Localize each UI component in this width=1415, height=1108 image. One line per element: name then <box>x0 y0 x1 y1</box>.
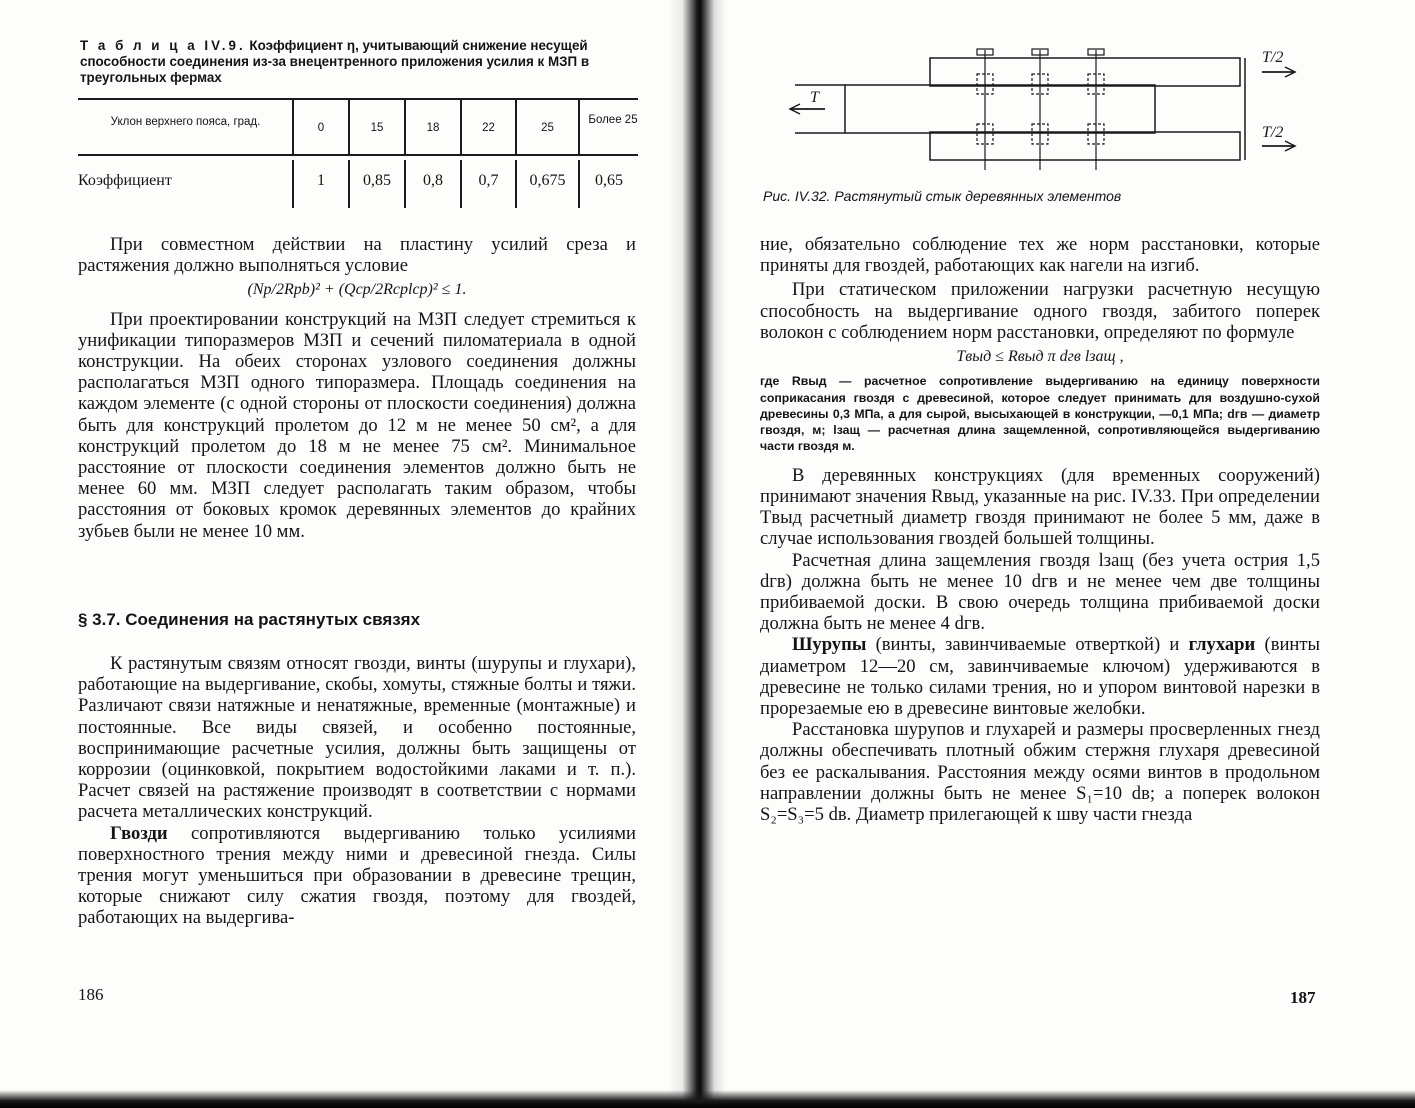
table-header-cell: Более 25 <box>588 114 638 126</box>
force-label-bottom: T/2 <box>1262 124 1284 141</box>
table-mid-rule <box>78 154 638 156</box>
paragraph: В деревянных конструкциях (для временных сооружений) принимают значения Rвыд, указанные на рис. IV.33. При определении Tвыд расчетный диаметр гвоздя принимают не более 5 мм, даже в случае использования гвоздей большей толщины. <box>760 464 1320 550</box>
table-header-cell: 25 <box>541 122 554 134</box>
table-value-cell: 0,65 <box>595 172 623 189</box>
right-page <box>700 0 1415 1108</box>
force-label-top: T/2 <box>1262 49 1284 66</box>
bold-term: Шурупы <box>792 634 867 656</box>
bold-term: Гвозди <box>110 822 168 844</box>
bold-term: глухари <box>1188 634 1256 656</box>
table-value-cell: 0,8 <box>423 172 443 189</box>
page-number: 187 <box>1290 988 1316 1007</box>
table-header-cell: 22 <box>482 122 495 134</box>
formula: Tвыд ≤ Rвыд π dгв lзащ , <box>956 348 1124 366</box>
left-text-block-2 <box>78 653 636 929</box>
paragraph: При статическом приложении нагрузки расчетную несущую способность на выдергивание одного гвоздя, забитого поперек волокон с соблюдением норм расстановки, определяют по формуле <box>760 279 1320 343</box>
paragraph: Расстановка шурупов и глухарей и размеры просверленных гнезд должны обеспечивать плотный обжим стержня глухаря древесиной без ее раскалывания. Расстояния между осями винтов в продольном направлении должны быть не менее S₁=10 dв; а поперек волокон S₂=S₃=5 dв. Диаметр прилегающей к шву части гнезда <box>760 719 1320 825</box>
paragraph: К растянутым связям относят гвозди, винты (шурупы и глухари), работающие на выдергивание, скобы, хомуты, стяжные болты и тяжи. Различают связи натяжные и ненатяжные, временные (монтажные) и постоянные. Все виды связей, и особенно постоянные, воспринимающие расчетные усилия, должны быть защищены от коррозии (оцинковкой, покрытием водостойкими лаками и т. п.). Расчет связей на растяжение производят в соответствии с нормами расчета металлических конструкций. <box>78 653 636 823</box>
paragraph: Расчетная длина защемления гвоздя lзащ (без учета острия 1,5 dгв) должна быть не менее 10 dгв и не менее чем две толщины прибиваемой доски. В свою очередь толщина прибиваемой доски должна быть не менее 4 dгв. <box>760 549 1320 635</box>
table-row-label: Коэффициент <box>78 172 172 189</box>
joint-figure <box>780 40 1340 180</box>
table-caption-text: Коэффициент η, учитывающий снижение несущей способности соединения из-за внецентренного приложения усилия к МЗП в треугольных фермах <box>80 38 590 85</box>
table-value-cell: 0,7 <box>478 172 499 189</box>
table-header-cell: 18 <box>426 122 440 134</box>
right-text-block <box>760 234 1320 825</box>
paragraph-text: сопротивляются выдергиванию только усилиями поверхностного трения между ними и древесиной гнезда. Силы трения могут уменьшиться при образовании в древесине трещин, которые снижают силу сжатия гвоздя, поэтому для гвоздей, работающих на выдергива- <box>78 822 636 929</box>
formula: (Nр/2Rрb)² + (Qср/2Rсрlср)² ≤ 1. <box>247 281 467 299</box>
paragraph-text: (винты, завинчиваемые отверткой) и <box>866 634 1189 656</box>
bottom-page-edge <box>0 1090 1415 1108</box>
bottom-plate <box>930 132 1240 160</box>
top-plate <box>930 58 1240 86</box>
force-label-left: T <box>810 89 819 106</box>
formula-note: где Rвыд — расчетное сопротивление выдергиванию на единицу поверхности соприкасания гвоздя с древесиной, которое следует принимать для воздушно-сухой древесины 0,3 МПа, а для сырой, высыхающей в конструкции, —0,1 МПа; dгв — диаметр гвоздя, м; lзащ — расчетная длина защемленной, сопротивляющейся выдергиванию части гвоздя м. <box>760 374 1320 454</box>
table-value-cell: 0,85 <box>363 172 391 189</box>
table-header-cell: 0 <box>317 122 325 134</box>
paragraph: При совместном действии на пластину усилий среза и растяжения должно выполняться условие <box>78 234 636 277</box>
table-header-cell: 15 <box>370 122 384 134</box>
section-heading: § 3.7. Соединения на растянутых связях <box>78 610 421 629</box>
figure-caption: Рис. IV.32. Растянутый стык деревянных элементов <box>763 188 1122 204</box>
page-number: 186 <box>78 985 104 1004</box>
paragraph: При проектировании конструкций на МЗП следует стремиться к унификации типоразмеров МЗП и сечений пиломатериала в одной конструкции. На обеих сторонах узлового соединения должны располагаться МЗП одного типоразмера. Площадь соединения на каждом элементе (с одной стороны от плоскости соединения) должна быть для конструкций пролетом до 12 м не менее 50 см², а для конструкций пролетом до 18 м не менее 75 см². Минимальное расстояние от плоскости соединения элементов должно быть не менее 60 мм. МЗП следует располагать таким образом, чтобы расстояния от боковых кромок деревянных элементов до крайних зубьев были не менее 10 мм. <box>78 308 636 542</box>
table-vline <box>578 100 580 154</box>
table-header-label: Уклон верхнего пояса, град. <box>110 116 261 128</box>
paragraph: ние, обязательно соблюдение тех же норм расстановки, которые приняты для гвоздей, работающих как нагели на изгиб. <box>760 234 1320 277</box>
table-value-cell: 1 <box>317 172 325 189</box>
table-top-rule <box>78 98 638 100</box>
table-caption <box>80 38 640 86</box>
center-wood-element <box>845 85 1155 133</box>
table-value-cell: 0,675 <box>529 172 566 189</box>
left-page <box>0 0 700 1108</box>
paragraph-text: (винты диаметром 12—20 см, завинчиваемые ключом) удерживаются в древесине не только силами трения, но и упором винтовой нарезки в прорезаемые ею в древесине винтовые желобки. <box>760 634 1320 719</box>
table-caption-lead: Т а б л и ц а IV.9. <box>80 38 246 53</box>
left-text-block-1 <box>78 234 636 542</box>
